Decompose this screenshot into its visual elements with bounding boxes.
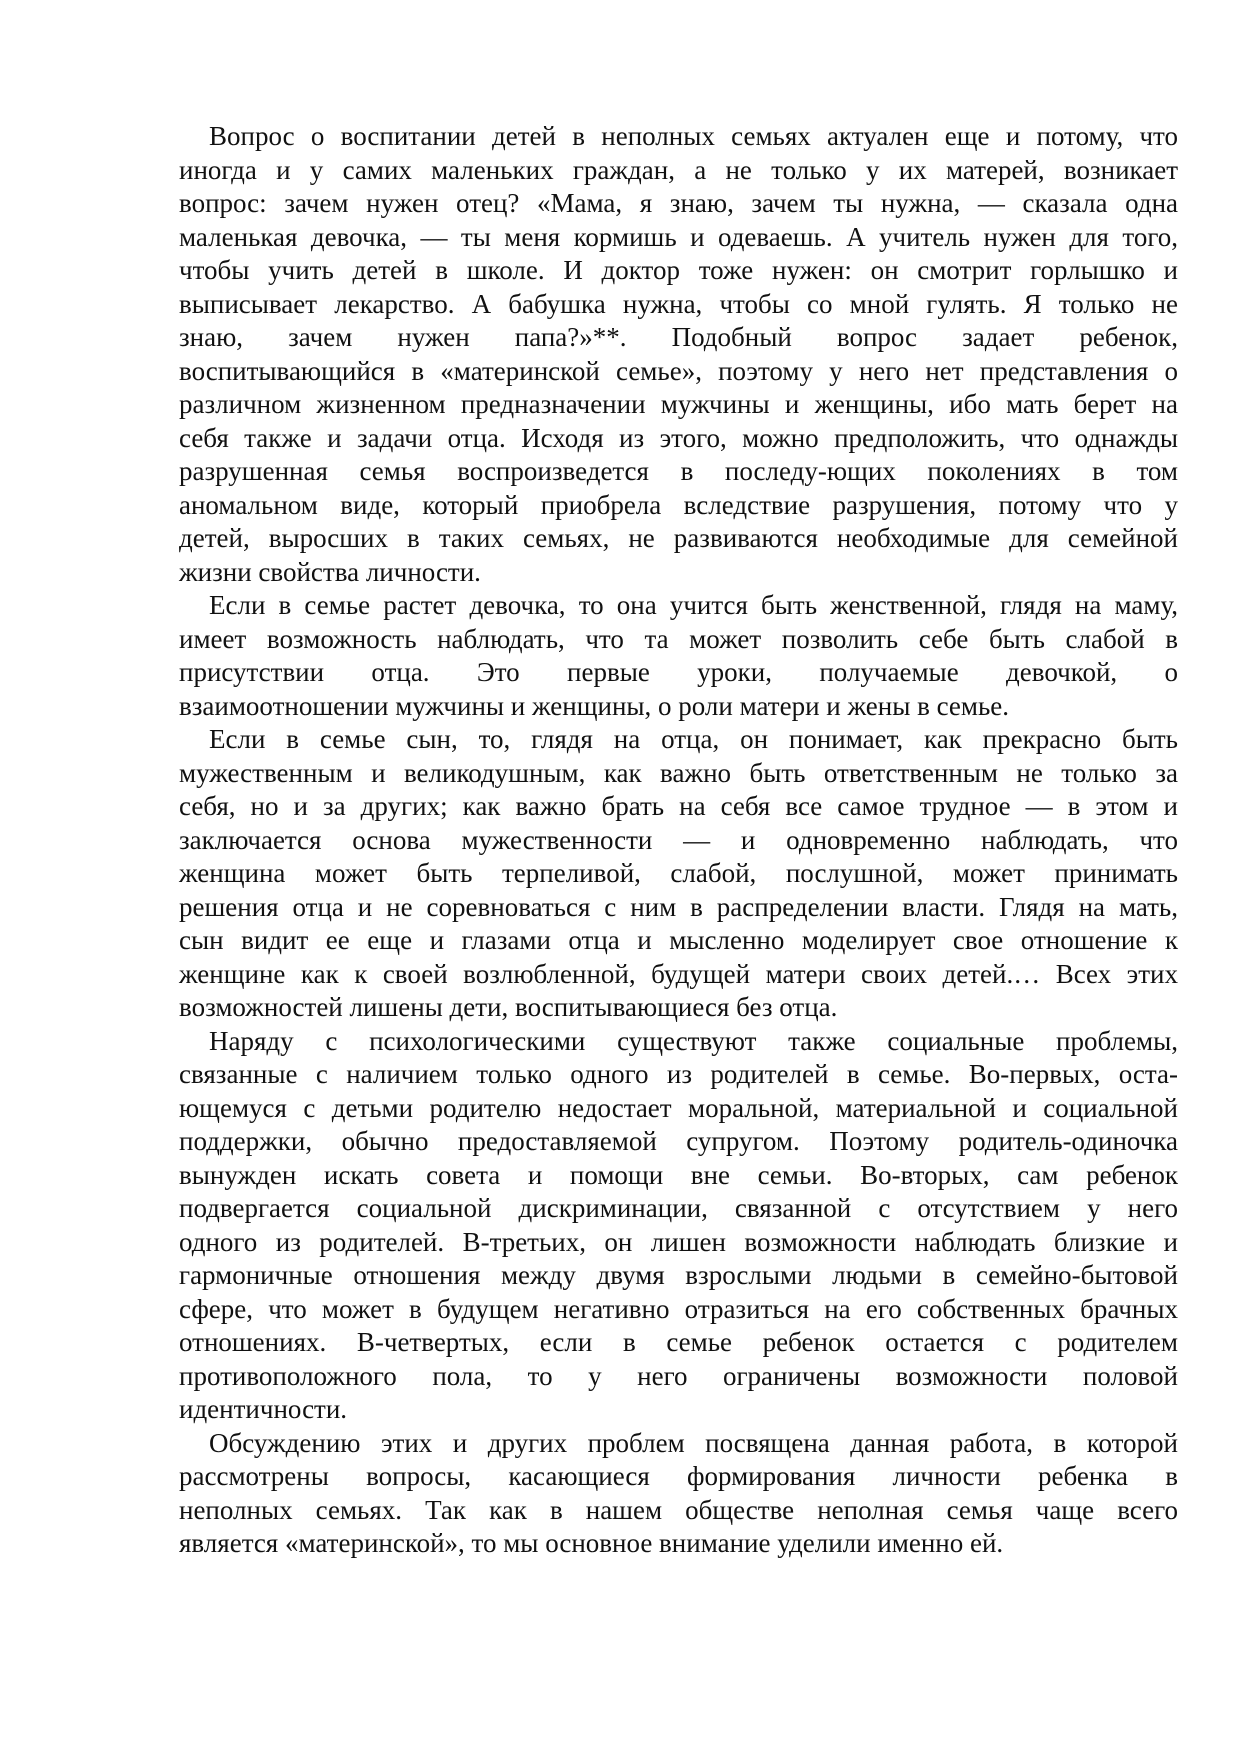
text-line: решения отца и не соревноваться с ним в распределении власти. Глядя на мать,: [179, 891, 1178, 922]
text-line: детей, выросших в таких семьях, не развиваются необходимые для семейной: [179, 523, 1178, 553]
paragraph: [179, 1427, 1178, 1561]
text-line: отношениях. В-четвертых, если в семье ребенок остается с родителем: [179, 1327, 1178, 1357]
text-line: аномальном виде, который приобрела вследствие разрушения, потому что у: [179, 489, 1178, 520]
text-line: заключается основа мужественности — и одновременно наблюдать, что: [179, 824, 1178, 855]
text-line: Вопрос о воспитании детей в неполных семьях актуален еще и потому, что: [209, 121, 1178, 151]
text-line: выписывает лекарство. А бабушка нужна, чтобы со мной гулять. Я только не: [179, 288, 1178, 319]
text-line: подвергается социальной дискриминации, связанной с отсутствием у него: [179, 1193, 1178, 1223]
text-line: рассмотрены вопросы, касающиеся формирования личности ребенка в: [179, 1461, 1178, 1491]
paragraph: [179, 1025, 1178, 1427]
text-line: гармоничные отношения между двумя взрослыми людьми в семейно-бытовой: [179, 1260, 1178, 1290]
text-line: идентичности.: [179, 1394, 348, 1424]
paragraph: [179, 120, 1178, 589]
text-line: чтобы учить детей в школе. И доктор тоже нужен: он смотрит горлышко и: [179, 255, 1178, 285]
text-line: воспитывающийся в «материнской семье», поэтому у него нет представления о: [179, 355, 1178, 386]
text-line: имеет возможность наблюдать, что та может позволить себе быть слабой в: [179, 623, 1178, 654]
text-line: себя, но и за других; как важно брать на себя все самое трудное — в этом и: [179, 791, 1178, 821]
text-line: себя также и задачи отца. Исходя из этого, можно предположить, что однажды: [179, 422, 1178, 453]
text-line: одного из родителей. В-третьих, он лишен возможности наблюдать близкие и: [179, 1226, 1178, 1257]
paragraph: [179, 723, 1178, 1025]
text-line: связанные с наличием только одного из родителей в семье. Во-первых, оста-: [179, 1059, 1178, 1089]
text-line: Наряду с психологическими существуют также социальные проблемы,: [209, 1025, 1178, 1056]
text-line: поддержки, обычно предоставляемой супругом. Поэтому родитель-одиночка: [179, 1126, 1178, 1156]
paragraph: [179, 589, 1178, 723]
text-line: жизни свойства личности.: [179, 556, 481, 587]
text-line: сын видит ее еще и глазами отца и мысленно моделирует свое отношение к: [179, 925, 1178, 955]
text-line: неполных семьях. Так как в нашем обществе неполная семья чаще всего: [179, 1494, 1178, 1525]
text-line: ющемуся с детьми родителю недостает моральной, материальной и социальной: [179, 1092, 1178, 1123]
text-line: разрушенная семья воспроизведется в последу-ющих поколениях в том: [179, 456, 1178, 486]
text-line: взаимоотношении мужчины и женщины, о роли матери и жены в семье.: [179, 690, 1010, 721]
text-line: возможностей лишены дети, воспитывающиеся без отца.: [179, 992, 838, 1022]
text-line: вынужден искать совета и помощи вне семьи. Во-вторых, сам ребенок: [179, 1159, 1178, 1190]
body-text: [179, 120, 1178, 1561]
text-line: женщина может быть терпеливой, слабой, послушной, может принимать: [179, 858, 1178, 888]
text-line: различном жизненном предназначении мужчины и женщины, ибо мать берет на: [179, 389, 1178, 419]
text-line: является «материнской», то мы основное внимание уделили именно ей.: [179, 1528, 1004, 1558]
text-line: Если в семье растет девочка, то она учится быть женственной, глядя на маму,: [209, 590, 1178, 620]
text-line: маленькая девочка, — ты меня кормишь и одеваешь. А учитель нужен для того,: [179, 221, 1178, 252]
text-line: Обсуждению этих и других проблем посвящена данная работа, в которой: [209, 1427, 1178, 1458]
text-line: женщине как к своей возлюбленной, будущей матери своих детей.… Всех этих: [179, 958, 1178, 989]
text-line: иногда и у самих маленьких граждан, а не только у их матерей, возникает: [179, 154, 1178, 185]
text-line: вопрос: зачем нужен отец? «Мама, я знаю, зачем ты нужна, — сказала одна: [179, 188, 1178, 218]
text-line: Если в семье сын, то, глядя на отца, он понимает, как прекрасно быть: [209, 724, 1178, 754]
text-line: противоположного пола, то у него ограничены возможности половой: [179, 1360, 1178, 1391]
text-line: мужественным и великодушным, как важно быть ответственным не только за: [179, 757, 1178, 788]
text-line: знаю, зачем нужен папа?»**. Подобный вопрос задает ребенок,: [179, 322, 1178, 352]
text-line: присутствии отца. Это первые уроки, получаемые девочкой, о: [179, 657, 1178, 687]
text-line: сфере, что может в будущем негативно отразиться на его собственных брачных: [179, 1293, 1178, 1324]
